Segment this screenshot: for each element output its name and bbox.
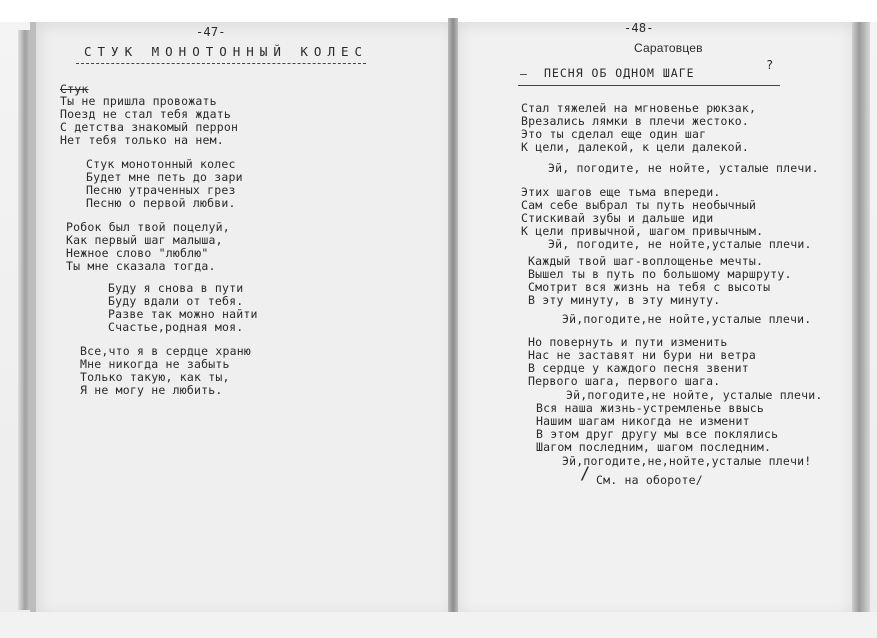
scan-margin-top (0, 0, 877, 22)
stanza-line: Каждый твой шаг-воплощенье мечты. (528, 254, 764, 268)
refrain-line: Эй,погодите,не нойте, усталые плечи. (566, 388, 823, 402)
stanza-line: Песню о первой любви. (86, 196, 236, 210)
stanza-line: Врезались лямки в плечи жестоко. (521, 114, 749, 128)
stanza-line: Стук монотонный колес (86, 157, 236, 171)
margin-question-mark: ? (766, 58, 774, 72)
song-author: Саратовцев (634, 41, 703, 55)
struck-word: Стук (60, 82, 89, 96)
stanza-line: Сам себе выбрал ты путь необычный (521, 198, 757, 212)
stanza-line: Первого шага, первого шага. (528, 374, 721, 388)
scan-margin-bottom (0, 612, 877, 638)
stanza-line: В этом друг другу мы все поклялись (536, 427, 779, 441)
refrain-line: Эй, погодите, не нойте, усталые плечи. (548, 161, 819, 175)
handwritten-slash: / (580, 464, 591, 484)
stanza-line: Стискивай зубы и дальше иди (521, 211, 714, 225)
book-gutter (448, 18, 458, 618)
stanza-line: Разве так можно найти (108, 307, 258, 321)
refrain-line: Эй,погодите,не нойте,усталые плечи. (562, 312, 812, 326)
stanza-line: Это ты сделал еще один шаг (521, 127, 707, 141)
title-underline-right (518, 85, 780, 86)
stanza-line: Будет мне петь до зари (86, 170, 243, 184)
stanza-line: В сердце у каждого песня звенит (528, 361, 749, 375)
stanza-line: К цели привычной, шагом привычным. (521, 224, 764, 238)
stanza-line: В эту минуту, в эту минуту. (528, 293, 721, 307)
stanza-line: Нашим шагам никогда не изменит (536, 414, 750, 428)
stanza-line: Робок был твой поцелуй, (66, 220, 230, 234)
stanza-line: Стал тяжелей на мгновенье рюкзак, (521, 101, 757, 115)
title-dash: – (520, 67, 528, 81)
stanza-line: С детства знакомый перрон (60, 120, 239, 134)
stanza-line: Шагом последним, шагом последним. (536, 440, 772, 454)
stanza-line: Буду вдали от тебя. (108, 294, 244, 308)
refrain-line: Эй,погодите,не,нойте,усталые плечи! (562, 454, 812, 468)
refrain-line: Эй, погодите, не нойте,усталые плечи. (548, 237, 812, 251)
stanza-line: Только такую, как ты, (80, 370, 230, 384)
stanza-line: Буду я снова в пути (108, 281, 244, 295)
page-edge-right (852, 22, 870, 618)
see-reverse-note: См. на обороте/ (596, 473, 703, 487)
stanza-line: Ты не пришла провожать (60, 94, 217, 108)
page-number-left: -47- (196, 25, 226, 39)
page-number-right: -48- (624, 21, 654, 35)
stanza-line: Ты мне сказала тогда. (66, 259, 216, 273)
stanza-line: Как первый шаг малыша, (66, 233, 223, 247)
song-title-left: СТУК МОНОТОННЫЙ КОЛЕС (84, 44, 369, 59)
stanza-line: Но повернуть и пути изменить (528, 335, 728, 349)
stanza-line: Счастье,родная моя. (108, 320, 244, 334)
stanza-line: Я не могу не любить. (80, 383, 223, 397)
stanza-line: Все,что я в сердце храню (80, 344, 251, 358)
stanza-line: К цели, далекой, к цели далекой. (521, 140, 749, 154)
stanza-line: Нас не заставят ни бури ни ветра (528, 348, 756, 362)
stanza-line: Мне никогда не забыть (80, 357, 230, 371)
stanza-line: Нет тебя только на нем. (60, 133, 224, 147)
title-underline-left (76, 63, 366, 64)
stanza-line: Нежное слово "люблю" (66, 246, 209, 260)
stanza-line: Вся наша жизнь-устремленье ввысь (536, 401, 764, 415)
stanza-line: Смотрит вся жизнь на тебя с высоты (528, 280, 771, 294)
stanza-line: Поезд не стал тебя ждать (60, 107, 231, 121)
stanza-line: Этих шагов еще тьма впереди. (521, 185, 721, 199)
stanza-line: Вышел ты в путь по большому маршруту. (528, 267, 792, 281)
song-title-right: ПЕСНЯ ОБ ОДНОМ ШАГЕ (544, 66, 695, 80)
stanza-line: Песню утраченных грез (86, 183, 236, 197)
